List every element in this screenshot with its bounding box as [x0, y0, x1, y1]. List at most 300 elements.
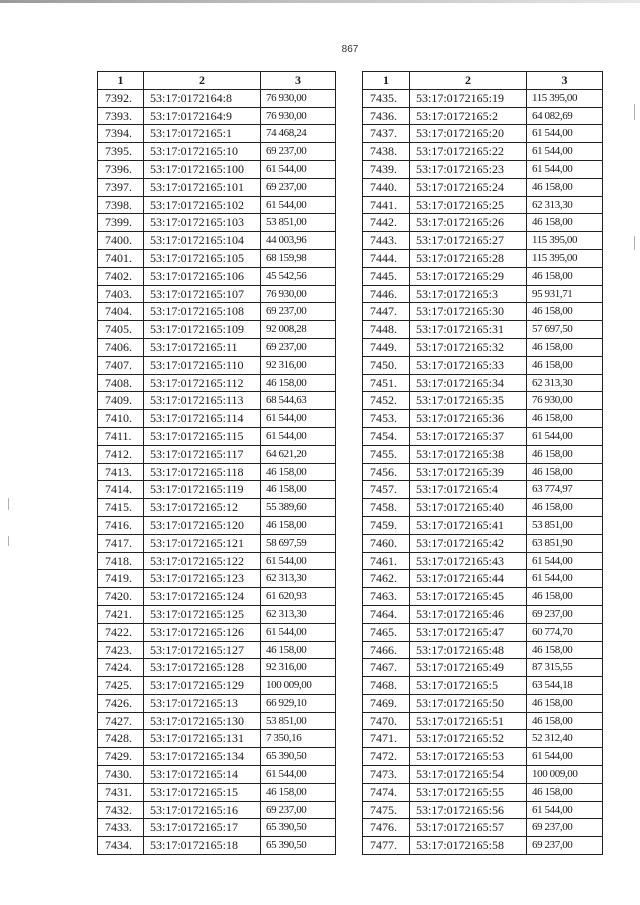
table-row: [98, 410, 336, 428]
row-number: 7444.: [363, 249, 410, 267]
table-row: [98, 374, 336, 392]
table-row: [363, 374, 603, 392]
row-number: 7468.: [363, 677, 410, 695]
cadastral-value: 64 621,20: [261, 445, 336, 463]
cadastral-value: 69 237,00: [527, 605, 603, 623]
registry-table-right: [362, 71, 603, 855]
cadastral-number: 53:17:0172165:129: [144, 677, 261, 695]
cadastral-value: 61 544,00: [261, 427, 336, 445]
cadastral-value: 61 544,00: [527, 125, 603, 143]
scan-top-edge: [0, 0, 640, 3]
row-number: 7448.: [363, 321, 410, 339]
cadastral-value: 46 158,00: [261, 641, 336, 659]
table-row: [98, 499, 336, 517]
row-number: 7475.: [363, 801, 410, 819]
table-row: [98, 712, 336, 730]
cadastral-value: 115 395,00: [527, 232, 603, 250]
table-row: [98, 783, 336, 801]
cadastral-number: 53:17:0172165:12: [144, 499, 261, 517]
cadastral-value: 46 158,00: [261, 463, 336, 481]
table-row: [363, 499, 603, 517]
row-number: 7431.: [98, 783, 144, 801]
table-row: [98, 819, 336, 837]
cadastral-value: 46 158,00: [527, 712, 603, 730]
table-row: [98, 125, 336, 143]
table-row: [98, 605, 336, 623]
table-row: [98, 677, 336, 695]
cadastral-number: 53:17:0172165:112: [144, 374, 261, 392]
row-number: 7441.: [363, 196, 410, 214]
table-row: [363, 712, 603, 730]
cadastral-value: 92 316,00: [261, 356, 336, 374]
page-number: 867: [341, 44, 359, 55]
row-number: 7447.: [363, 303, 410, 321]
table-row: [98, 89, 336, 107]
table-row: [363, 677, 603, 695]
table-row: [363, 445, 603, 463]
cadastral-number: 53:17:0172165:4: [410, 481, 527, 499]
row-number: 7406.: [98, 338, 144, 356]
cadastral-value: 63 544,18: [527, 677, 603, 695]
row-number: 7411.: [98, 427, 144, 445]
table-row: [363, 196, 603, 214]
cadastral-number: 53:17:0172165:3: [410, 285, 527, 303]
cadastral-number: 53:17:0172165:113: [144, 392, 261, 410]
table-row: [363, 160, 603, 178]
table-row: [98, 463, 336, 481]
cadastral-value: 69 237,00: [261, 338, 336, 356]
table-row: [363, 89, 603, 107]
row-number: 7465.: [363, 623, 410, 641]
cadastral-value: 46 158,00: [261, 516, 336, 534]
cadastral-number: 53:17:0172165:52: [410, 730, 527, 748]
table-row: [363, 356, 603, 374]
table-row: [98, 481, 336, 499]
table-row: [98, 427, 336, 445]
row-number: 7430.: [98, 766, 144, 784]
cadastral-value: 68 159,98: [261, 249, 336, 267]
cadastral-number: 53:17:0172165:118: [144, 463, 261, 481]
cadastral-value: 66 929,10: [261, 694, 336, 712]
row-number: 7418.: [98, 552, 144, 570]
cadastral-value: 46 158,00: [527, 694, 603, 712]
cadastral-number: 53:17:0172165:54: [410, 766, 527, 784]
cadastral-value: 115 395,00: [527, 249, 603, 267]
cadastral-number: 53:17:0172165:121: [144, 534, 261, 552]
row-number: 7471.: [363, 730, 410, 748]
cadastral-value: 62 313,30: [527, 374, 603, 392]
table-row: [363, 321, 603, 339]
row-number: 7440.: [363, 178, 410, 196]
row-number: 7432.: [98, 801, 144, 819]
table-row: [98, 766, 336, 784]
row-number: 7433.: [98, 819, 144, 837]
cadastral-number: 53:17:0172165:124: [144, 588, 261, 606]
row-number: 7414.: [98, 481, 144, 499]
cadastral-number: 53:17:0172165:23: [410, 160, 527, 178]
table-row: [363, 748, 603, 766]
row-number: 7434.: [98, 837, 144, 855]
row-number: 7427.: [98, 712, 144, 730]
table-row: [363, 143, 603, 161]
row-number: 7408.: [98, 374, 144, 392]
table-row: [98, 178, 336, 196]
table-row: [363, 570, 603, 588]
row-number: 7461.: [363, 552, 410, 570]
table-row: [98, 214, 336, 232]
cadastral-number: 53:17:0172165:35: [410, 392, 527, 410]
cadastral-value: 61 544,00: [527, 160, 603, 178]
cadastral-number: 53:17:0172165:41: [410, 516, 527, 534]
row-number: 7403.: [98, 285, 144, 303]
cadastral-value: 55 389,60: [261, 499, 336, 517]
row-number: 7398.: [98, 196, 144, 214]
cadastral-value: 58 697,59: [261, 534, 336, 552]
table-row: [98, 588, 336, 606]
table-row: [98, 107, 336, 125]
row-number: 7425.: [98, 677, 144, 695]
cadastral-number: 53:17:0172165:101: [144, 178, 261, 196]
row-number: 7435.: [363, 89, 410, 107]
row-number: 7472.: [363, 748, 410, 766]
cadastral-number: 53:17:0172165:56: [410, 801, 527, 819]
cadastral-number: 53:17:0172165:57: [410, 819, 527, 837]
cadastral-value: 61 544,00: [527, 801, 603, 819]
cadastral-number: 53:17:0172165:120: [144, 516, 261, 534]
cadastral-value: 69 237,00: [261, 303, 336, 321]
row-number: 7401.: [98, 249, 144, 267]
cadastral-value: 61 544,00: [261, 160, 336, 178]
table-row: [363, 694, 603, 712]
table-row: [363, 819, 603, 837]
cadastral-number: 53:17:0172165:44: [410, 570, 527, 588]
row-number: 7446.: [363, 285, 410, 303]
cadastral-value: 46 158,00: [527, 410, 603, 428]
table-row: [363, 303, 603, 321]
cadastral-value: 69 237,00: [527, 819, 603, 837]
cadastral-value: 100 009,00: [527, 766, 603, 784]
row-number: 7474.: [363, 783, 410, 801]
cadastral-value: 61 544,00: [261, 623, 336, 641]
table-row: [363, 641, 603, 659]
cadastral-number: 53:17:0172165:1: [144, 125, 261, 143]
table-row: [363, 267, 603, 285]
cadastral-value: 61 544,00: [261, 410, 336, 428]
scan-mark: [8, 498, 9, 510]
column-header-cadastral-number: 2: [410, 72, 527, 90]
cadastral-value: 65 390,50: [261, 748, 336, 766]
cadastral-number: 53:17:0172165:47: [410, 623, 527, 641]
cadastral-number: 53:17:0172165:131: [144, 730, 261, 748]
row-number: 7399.: [98, 214, 144, 232]
cadastral-number: 53:17:0172165:31: [410, 321, 527, 339]
row-number: 7392.: [98, 89, 144, 107]
cadastral-value: 69 237,00: [527, 837, 603, 855]
row-number: 7452.: [363, 392, 410, 410]
table-row: [98, 321, 336, 339]
table-row: [363, 516, 603, 534]
cadastral-value: 76 930,00: [261, 285, 336, 303]
cadastral-number: 53:17:0172165:114: [144, 410, 261, 428]
cadastral-number: 53:17:0172165:39: [410, 463, 527, 481]
scan-mark: [634, 104, 635, 120]
row-number: 7453.: [363, 410, 410, 428]
cadastral-value: 68 544,63: [261, 392, 336, 410]
cadastral-value: 46 158,00: [527, 463, 603, 481]
row-number: 7460.: [363, 534, 410, 552]
row-number: 7456.: [363, 463, 410, 481]
cadastral-value: 46 158,00: [527, 588, 603, 606]
row-number: 7426.: [98, 694, 144, 712]
cadastral-number: 53:17:0172165:119: [144, 481, 261, 499]
row-number: 7467.: [363, 659, 410, 677]
cadastral-value: 115 395,00: [527, 89, 603, 107]
table-row: [363, 605, 603, 623]
cadastral-number: 53:17:0172165:30: [410, 303, 527, 321]
table-row: [98, 570, 336, 588]
table-row: [98, 143, 336, 161]
table-row: [363, 285, 603, 303]
cadastral-number: 53:17:0172165:117: [144, 445, 261, 463]
table-row: [98, 392, 336, 410]
table-row: [98, 249, 336, 267]
row-number: 7421.: [98, 605, 144, 623]
table-row: [98, 730, 336, 748]
cadastral-value: 87 315,55: [527, 659, 603, 677]
cadastral-number: 53:17:0172165:17: [144, 819, 261, 837]
cadastral-number: 53:17:0172165:36: [410, 410, 527, 428]
table-row: [363, 338, 603, 356]
row-number: 7445.: [363, 267, 410, 285]
table-row: [363, 125, 603, 143]
cadastral-number: 53:17:0172165:29: [410, 267, 527, 285]
row-number: 7428.: [98, 730, 144, 748]
cadastral-number: 53:17:0172165:33: [410, 356, 527, 374]
row-number: 7473.: [363, 766, 410, 784]
cadastral-number: 53:17:0172165:45: [410, 588, 527, 606]
row-number: 7415.: [98, 499, 144, 517]
table-row: [98, 694, 336, 712]
table-row: [363, 249, 603, 267]
table-row: [98, 356, 336, 374]
cadastral-number: 53:17:0172165:5: [410, 677, 527, 695]
cadastral-number: 53:17:0172165:110: [144, 356, 261, 374]
cadastral-value: 57 697,50: [527, 321, 603, 339]
table-row: [363, 552, 603, 570]
cadastral-value: 46 158,00: [527, 445, 603, 463]
table-row: [363, 659, 603, 677]
cadastral-number: 53:17:0172165:43: [410, 552, 527, 570]
cadastral-value: 69 237,00: [261, 801, 336, 819]
cadastral-number: 53:17:0172165:15: [144, 783, 261, 801]
table-row: [98, 801, 336, 819]
table-row: [98, 338, 336, 356]
row-number: 7423.: [98, 641, 144, 659]
cadastral-number: 53:17:0172165:127: [144, 641, 261, 659]
cadastral-value: 46 158,00: [527, 303, 603, 321]
cadastral-number: 53:17:0172165:28: [410, 249, 527, 267]
cadastral-value: 60 774,70: [527, 623, 603, 641]
cadastral-value: 92 316,00: [261, 659, 336, 677]
cadastral-value: 46 158,00: [261, 374, 336, 392]
cadastral-value: 61 620,93: [261, 588, 336, 606]
cadastral-number: 53:17:0172165:32: [410, 338, 527, 356]
cadastral-number: 53:17:0172165:42: [410, 534, 527, 552]
cadastral-value: 64 082,69: [527, 107, 603, 125]
table-row: [98, 285, 336, 303]
cadastral-number: 53:17:0172165:104: [144, 232, 261, 250]
cadastral-value: 61 544,00: [261, 766, 336, 784]
row-number: 7454.: [363, 427, 410, 445]
row-number: 7409.: [98, 392, 144, 410]
cadastral-number: 53:17:0172165:18: [144, 837, 261, 855]
table-row: [98, 552, 336, 570]
cadastral-number: 53:17:0172165:128: [144, 659, 261, 677]
row-number: 7417.: [98, 534, 144, 552]
cadastral-value: 65 390,50: [261, 819, 336, 837]
column-header-number: 1: [98, 72, 144, 90]
cadastral-number: 53:17:0172165:130: [144, 712, 261, 730]
cadastral-number: 53:17:0172165:13: [144, 694, 261, 712]
cadastral-value: 53 851,00: [261, 712, 336, 730]
cadastral-number: 53:17:0172165:27: [410, 232, 527, 250]
row-number: 7457.: [363, 481, 410, 499]
cadastral-number: 53:17:0172165:34: [410, 374, 527, 392]
table-row: [363, 481, 603, 499]
cadastral-value: 7 350,16: [261, 730, 336, 748]
table-row: [363, 534, 603, 552]
row-number: 7422.: [98, 623, 144, 641]
column-header-value: 3: [261, 72, 336, 90]
row-number: 7449.: [363, 338, 410, 356]
table-row: [98, 623, 336, 641]
cadastral-value: 46 158,00: [527, 641, 603, 659]
row-number: 7443.: [363, 232, 410, 250]
table-row: [98, 160, 336, 178]
table-row: [98, 303, 336, 321]
table-row: [363, 783, 603, 801]
cadastral-number: 53:17:0172164:9: [144, 107, 261, 125]
row-number: 7455.: [363, 445, 410, 463]
cadastral-value: 63 851,90: [527, 534, 603, 552]
cadastral-value: 46 158,00: [527, 783, 603, 801]
cadastral-number: 53:17:0172165:108: [144, 303, 261, 321]
cadastral-number: 53:17:0172165:134: [144, 748, 261, 766]
cadastral-number: 53:17:0172165:123: [144, 570, 261, 588]
table-row: [98, 641, 336, 659]
cadastral-value: 95 931,71: [527, 285, 603, 303]
cadastral-value: 63 774,97: [527, 481, 603, 499]
cadastral-number: 53:17:0172165:16: [144, 801, 261, 819]
table-row: [98, 837, 336, 855]
row-number: 7469.: [363, 694, 410, 712]
cadastral-value: 46 158,00: [527, 499, 603, 517]
cadastral-value: 53 851,00: [261, 214, 336, 232]
column-header-value: 3: [527, 72, 603, 90]
row-number: 7393.: [98, 107, 144, 125]
table-row: [363, 410, 603, 428]
cadastral-value: 76 930,00: [261, 107, 336, 125]
cadastral-number: 53:17:0172165:22: [410, 143, 527, 161]
table-row: [363, 801, 603, 819]
cadastral-value: 61 544,00: [261, 552, 336, 570]
row-number: 7405.: [98, 321, 144, 339]
cadastral-number: 53:17:0172165:26: [410, 214, 527, 232]
row-number: 7396.: [98, 160, 144, 178]
cadastral-number: 53:17:0172165:126: [144, 623, 261, 641]
cadastral-value: 53 851,00: [527, 516, 603, 534]
table-row: [363, 232, 603, 250]
table-row: [363, 623, 603, 641]
cadastral-number: 53:17:0172165:19: [410, 89, 527, 107]
table-row: [363, 214, 603, 232]
cadastral-number: 53:17:0172165:10: [144, 143, 261, 161]
row-number: 7410.: [98, 410, 144, 428]
cadastral-number: 53:17:0172165:53: [410, 748, 527, 766]
scan-mark: [8, 536, 9, 546]
row-number: 7458.: [363, 499, 410, 517]
row-number: 7477.: [363, 837, 410, 855]
cadastral-number: 53:17:0172165:37: [410, 427, 527, 445]
table-header-row: [98, 72, 336, 90]
table-row: [363, 427, 603, 445]
cadastral-value: 46 158,00: [527, 356, 603, 374]
row-number: 7397.: [98, 178, 144, 196]
cadastral-value: 100 009,00: [261, 677, 336, 695]
row-number: 7464.: [363, 605, 410, 623]
cadastral-number: 53:17:0172165:2: [410, 107, 527, 125]
cadastral-value: 74 468,24: [261, 125, 336, 143]
row-number: 7439.: [363, 160, 410, 178]
cadastral-number: 53:17:0172165:103: [144, 214, 261, 232]
row-number: 7437.: [363, 125, 410, 143]
row-number: 7438.: [363, 143, 410, 161]
cadastral-number: 53:17:0172165:55: [410, 783, 527, 801]
row-number: 7419.: [98, 570, 144, 588]
cadastral-value: 46 158,00: [527, 214, 603, 232]
cadastral-value: 76 930,00: [261, 89, 336, 107]
row-number: 7462.: [363, 570, 410, 588]
cadastral-value: 46 158,00: [527, 178, 603, 196]
table-row: [98, 659, 336, 677]
cadastral-value: 69 237,00: [261, 178, 336, 196]
table-row: [363, 588, 603, 606]
row-number: 7420.: [98, 588, 144, 606]
table-row: [98, 534, 336, 552]
table-row: [98, 516, 336, 534]
row-number: 7450.: [363, 356, 410, 374]
cadastral-value: 61 544,00: [527, 427, 603, 445]
cadastral-value: 61 544,00: [527, 748, 603, 766]
cadastral-number: 53:17:0172165:109: [144, 321, 261, 339]
column-header-cadastral-number: 2: [144, 72, 261, 90]
cadastral-number: 53:17:0172165:14: [144, 766, 261, 784]
row-number: 7459.: [363, 516, 410, 534]
table-row: [98, 267, 336, 285]
cadastral-number: 53:17:0172165:48: [410, 641, 527, 659]
cadastral-number: 53:17:0172165:100: [144, 160, 261, 178]
cadastral-number: 53:17:0172165:58: [410, 837, 527, 855]
cadastral-number: 53:17:0172165:125: [144, 605, 261, 623]
cadastral-value: 46 158,00: [527, 267, 603, 285]
table-row: [98, 232, 336, 250]
cadastral-number: 53:17:0172165:11: [144, 338, 261, 356]
cadastral-value: 44 003,96: [261, 232, 336, 250]
table-row: [98, 748, 336, 766]
table-row: [363, 463, 603, 481]
row-number: 7451.: [363, 374, 410, 392]
table-row: [363, 730, 603, 748]
